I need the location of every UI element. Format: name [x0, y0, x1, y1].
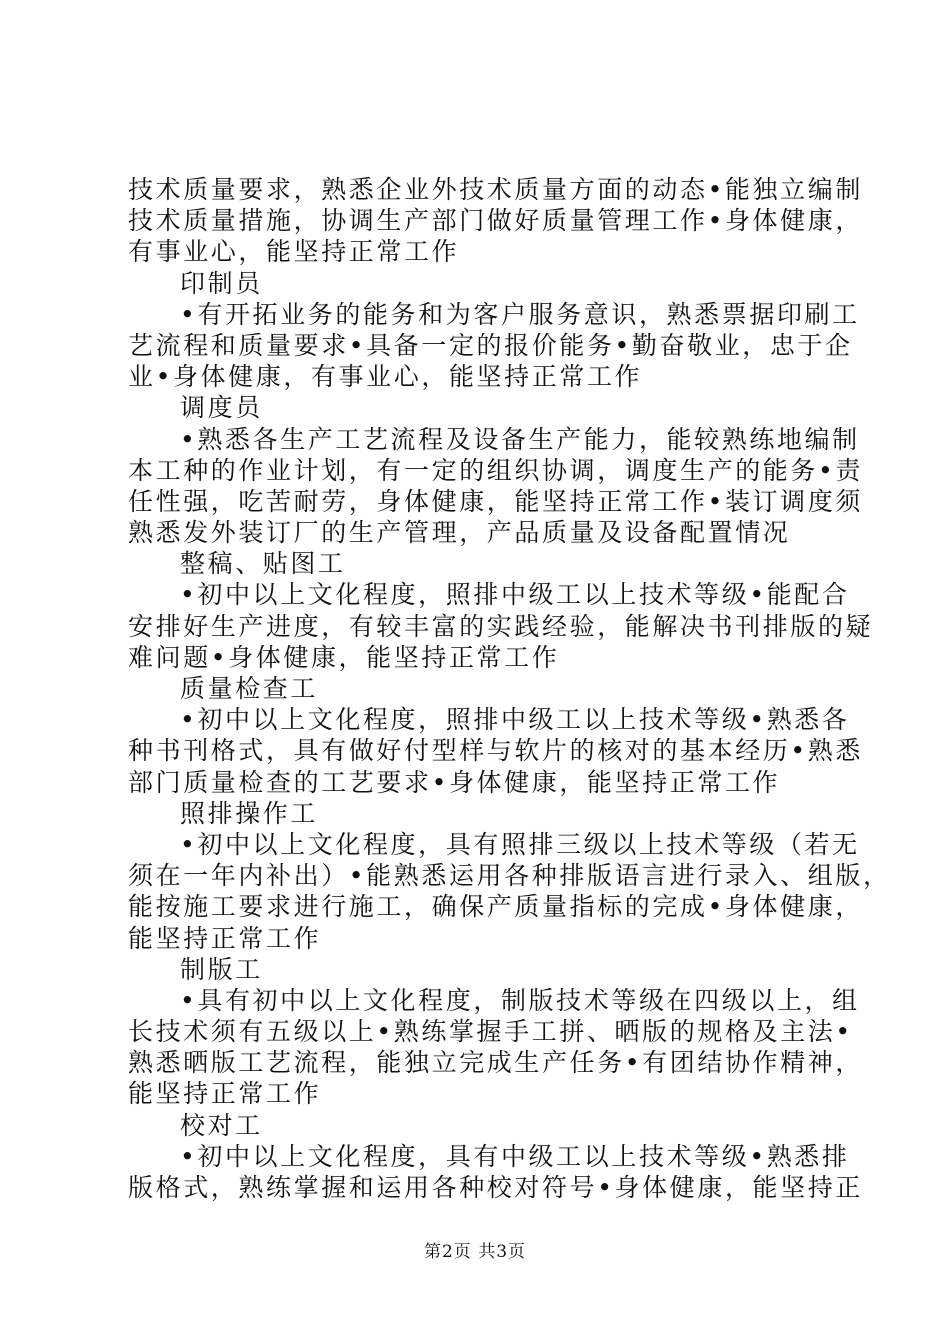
- body-line: 安排好生产进度，有较丰富的实践经验，能解决书刊排版的疑: [128, 611, 874, 641]
- body-line: 种书刊格式，具有做好付型样与软片的核对的基本经历•熟悉: [128, 736, 863, 766]
- document-body: [128, 174, 891, 1203]
- section-heading: 整稿、贴图工: [180, 549, 346, 579]
- body-line: 能按施工要求进行施工，确保产质量指标的完成•身体健康，: [128, 892, 863, 922]
- section-heading: 校对工: [180, 1110, 263, 1140]
- section-heading: 照排操作工: [180, 798, 319, 828]
- body-line: 有事业心，能坚持正常工作: [128, 237, 460, 267]
- body-line: 长技术须有五级以上•熟练掌握手工拼、晒版的规格及主法•: [128, 1017, 853, 1047]
- body-line: 能坚持正常工作: [128, 923, 322, 953]
- body-line: 业•身体健康，有事业心，能坚持正常工作: [128, 362, 643, 392]
- body-line: 熟悉发外装订厂的生产管理，产品质量及设备配置情况: [128, 518, 791, 548]
- body-line: 技术质量措施，协调生产部门做好质量管理工作•身体健康，: [128, 206, 863, 236]
- body-line: 技术质量要求，熟悉企业外技术质量方面的动态•能独立编制: [128, 175, 863, 204]
- body-line: •初中以上文化程度，具有中级工以上技术等级•熟悉排: [180, 1141, 850, 1171]
- body-line: 艺流程和质量要求•具备一定的报价能务•勤奋敬业，忠于企: [128, 330, 853, 360]
- section-heading: 质量检查工: [180, 674, 319, 703]
- body-line: •初中以上文化程度，照排中级工以上技术等级•能配合: [180, 580, 850, 610]
- body-line: 本工种的作业计划，有一定的组织协调，调度生产的能务•责: [128, 455, 863, 485]
- body-line: 须在一年内补出）•能熟悉运用各种排版语言进行录入、组版，: [128, 861, 891, 891]
- body-line: 部门质量检查的工艺要求•身体健康，能坚持正常工作: [128, 767, 781, 797]
- body-line: •初中以上文化程度，照排中级工以上技术等级•熟悉各: [180, 705, 850, 735]
- body-line: 任性强，吃苦耐劳，身体健康，能坚持正常工作•装订调度须: [128, 486, 863, 516]
- page-footer: 第2页 共3页: [423, 1242, 527, 1262]
- body-line: •有开拓业务的能务和为客户服务意识，熟悉票据印刷工: [180, 299, 860, 329]
- body-line: 难问题•身体健康，能坚持正常工作: [128, 642, 560, 672]
- body-line: •具有初中以上文化程度，制版技术等级在四级以上，组: [180, 985, 860, 1015]
- body-line: 熟悉晒版工艺流程，能独立完成生产任务•有团结协作精神，: [128, 1048, 863, 1078]
- section-heading: 制版工: [180, 954, 263, 984]
- body-line: •初中以上文化程度，具有照排三级以上技术等级（若无: [180, 829, 860, 859]
- body-line: 能坚持正常工作: [128, 1079, 322, 1109]
- body-line: •熟悉各生产工艺流程及设备生产能力，能较熟练地编制: [180, 424, 860, 454]
- section-heading: 印制员: [180, 268, 263, 298]
- body-line: 版格式，熟练掌握和运用各种校对符号•身体健康，能坚持正: [128, 1173, 863, 1202]
- section-heading: 调度员: [180, 393, 263, 423]
